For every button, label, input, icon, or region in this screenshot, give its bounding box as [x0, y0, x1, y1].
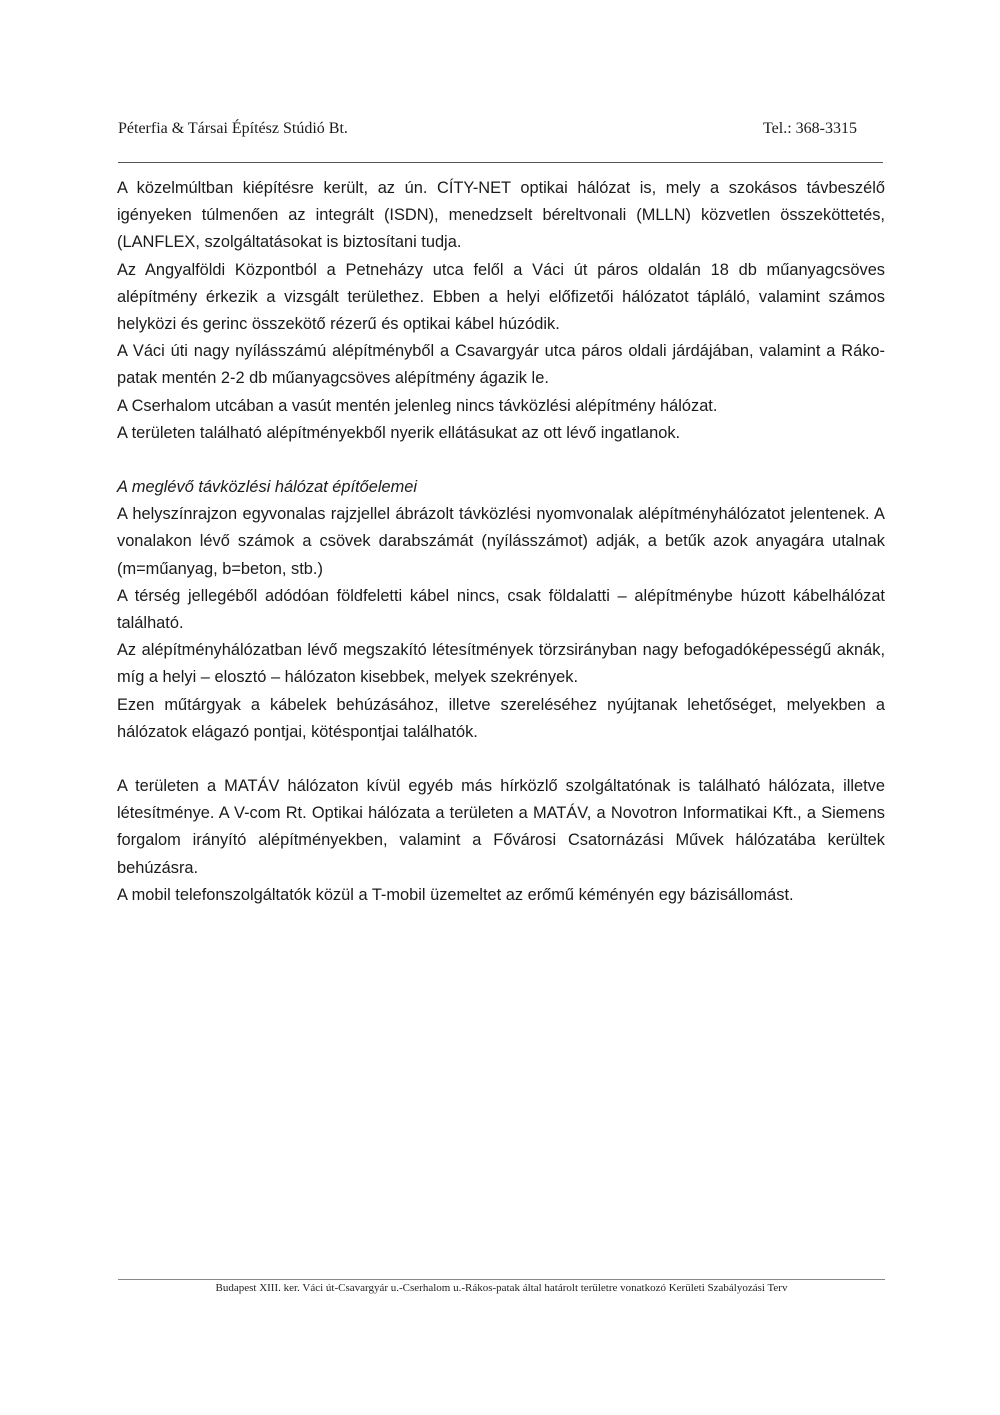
- paragraph: Az alépítményhálózatban lévő megszakító létesítmények törzsirányban nagy befogadóképességű aknák, míg a helyi – elosztó – hálózaton kisebbek, melyek szekrények.: [117, 641, 885, 687]
- paragraph: A térség jellegéből adódóan földfeletti kábel nincs, csak földalatti – alépítménybe húzott kábelhálózat található.: [117, 586, 885, 633]
- paragraph: Az Angyalföldi Központból a Petneházy utca felől a Váci út páros oldalán 18 db műanyagcsöves alépítmény érkezik a vizsgált területhez. Ebben a helyi előfizetői hálózatot tápláló, valamint számos helyközi és gerinc összekötő rézerű és optikai kábel húzódik.: [117, 260, 885, 334]
- spacer: [117, 447, 885, 474]
- document-body: [117, 175, 885, 909]
- spacer: [117, 746, 885, 773]
- paragraph: A területen található alépítményekből nyerik ellátásukat az ott lévő ingatlanok.: [117, 423, 681, 442]
- section-heading: A meglévő távközlési hálózat építőelemei: [117, 478, 418, 497]
- paragraph: A Cserhalom utcában a vasút mentén jelenleg nincs távközlési alépítmény hálózat.: [117, 396, 718, 415]
- page-footer: Budapest XIII. ker. Váci út-Csavargyár u.-Cserhalom u.-Rákos-patak által határolt területre vonatkozó Kerületi Szabályozási Terv: [118, 1279, 885, 1294]
- paragraph: A közelmúltban kiépítésre került, az ún. CÍTY-NET optikai hálózat is, mely a szokásos távbeszélő igényeken túlmenően az integrált (ISDN), menedzselt béreltvonali (MLLN) közvetlen összeköttetés, (LANFLEX, szolgáltatásokat is biztosítani tudja.: [117, 179, 885, 252]
- page-header: [118, 118, 883, 163]
- paragraph: A Váci úti nagy nyílásszámú alépítményből a Csavargyár utca páros oldali járdájában, valamint a Ráko-patak mentén 2-2 db műanyagcsöves alépítmény ágazik le.: [117, 342, 885, 388]
- header-phone: Tel.: 368-3315: [763, 120, 857, 137]
- paragraph: A területen a MATÁV hálózaton kívül egyéb más hírközlő szolgáltatónak is található hálózata, illetve létesítménye. A V-com Rt. Optikai hálózata a területen a MATÁV, a Novotron Informatikai Kft., a Siemens forgalom irányító alépítményekben, valamint a Fővárosi Csatornázási Művek hálózatába kerültek behúzásra.: [117, 777, 885, 877]
- paragraph: A helyszínrajzon egyvonalas rajzjellel ábrázolt távközlési nyomvonalak alépítményhálózatot jelentenek. A vonalakon lévő számok a csövek darabszámát (nyílásszámot) adják, a betűk azok anyagára utalnak (m=műanyag, b=beton, stb.): [117, 505, 885, 578]
- paragraph: Ezen műtárgyak a kábelek behúzásához, illetve szereléséhez nyújtanak lehetőséget, melyekben a hálózatok elágazó pontjai, kötéspontjai találhatók.: [117, 695, 885, 741]
- paragraph: A mobil telefonszolgáltatók közül a T-mobil üzemeltet az erőmű kéményén egy bázisállomást.: [117, 885, 794, 904]
- header-company: Péterfia & Társai Építész Stúdió Bt.: [118, 120, 348, 137]
